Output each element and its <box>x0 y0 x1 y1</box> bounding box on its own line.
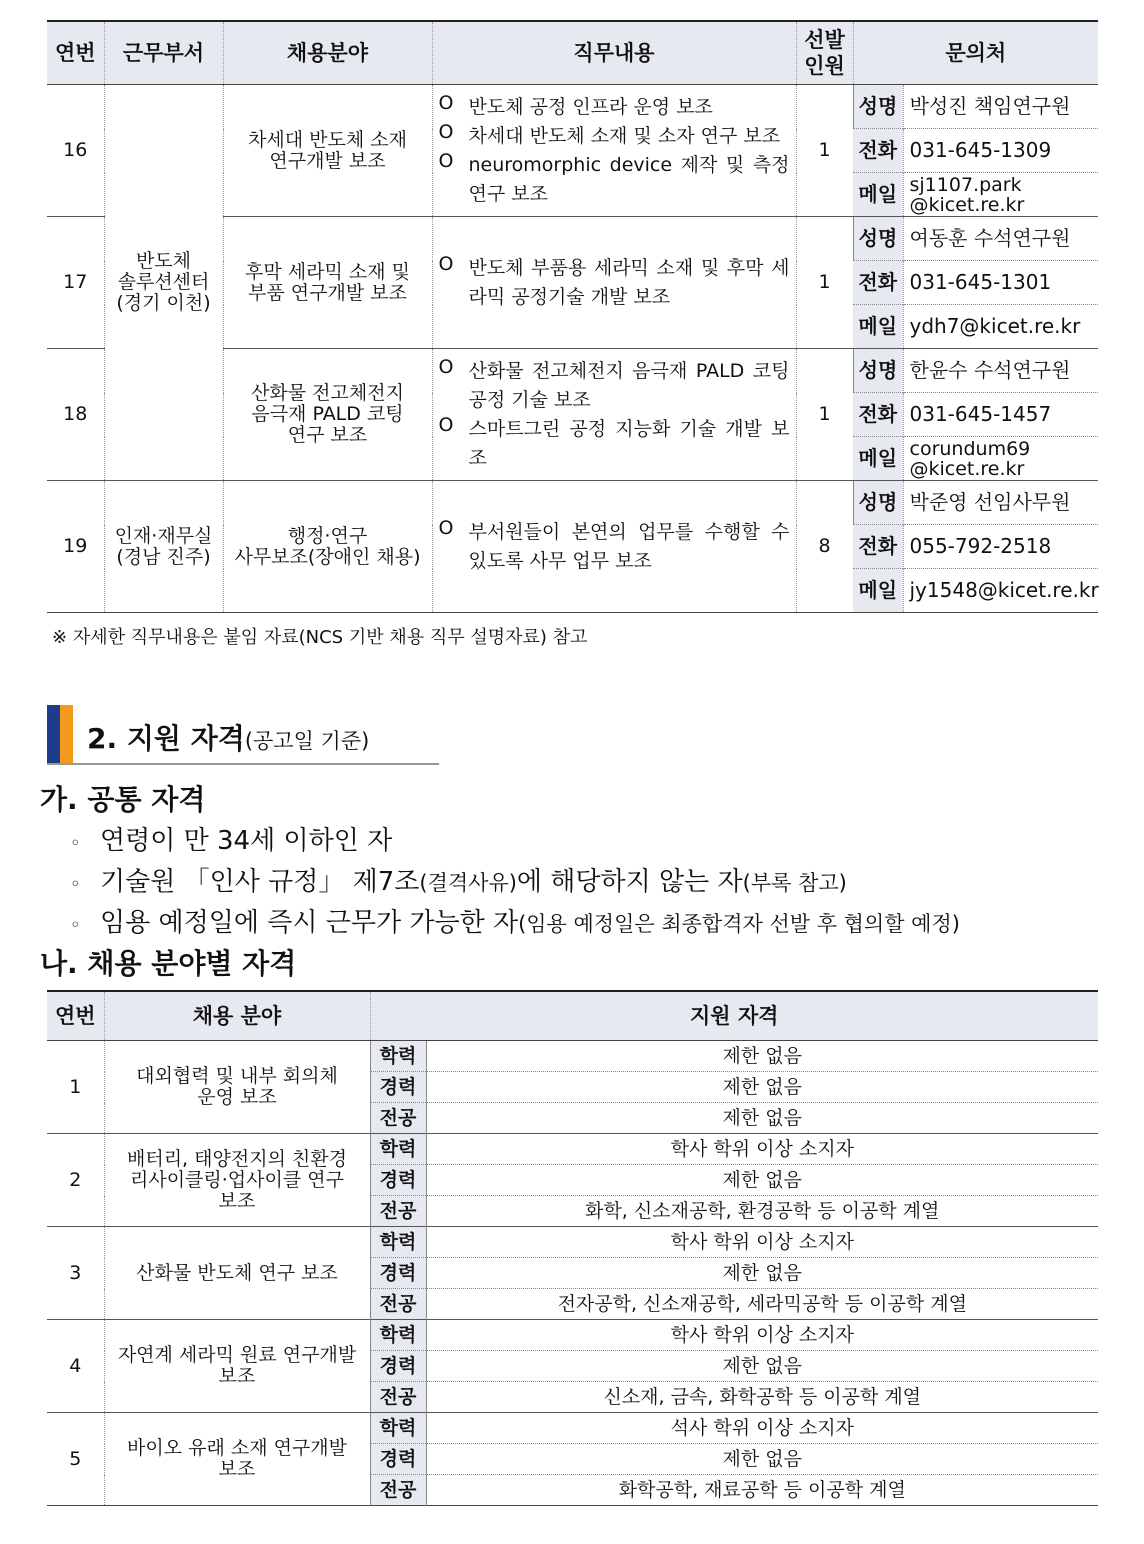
qualification-label: 전공 <box>370 1475 426 1506</box>
qualification-label: 경력 <box>370 1351 426 1382</box>
contact-mail[interactable]: sj1107.park @kicet.re.kr <box>903 173 1098 217</box>
count-cell: 1 <box>796 217 853 349</box>
label-name: 성명 <box>853 481 903 525</box>
qualification-value: 학사 학위 이상 소지자 <box>426 1320 1098 1351</box>
qualification-value: 제한 없음 <box>426 1258 1098 1289</box>
header-contact: 문의처 <box>853 21 1098 85</box>
heading-accent-bar <box>47 705 60 763</box>
duty-cell: O 산화물 전고체전지 음극재 PALD 코팅 공정 기술 보조 O 스마트그린 공정 지능화 기술 개발 보조 <box>432 349 796 481</box>
header-count: 선발 인원 <box>796 21 853 85</box>
row-no: 1 <box>47 1041 104 1134</box>
qualification-table <box>47 990 1098 1506</box>
table-row <box>47 1320 1098 1351</box>
duty-item: 반도체 공정 인프라 운영 보조 <box>468 95 713 118</box>
table-row <box>47 85 1098 129</box>
contact-phone: 031-645-1309 <box>903 129 1098 173</box>
row-no: 19 <box>47 481 104 613</box>
field-cell: 후막 세라믹 소재 및 부품 연구개발 보조 <box>223 217 432 349</box>
qualification-label: 전공 <box>370 1382 426 1413</box>
table-row <box>47 481 1098 525</box>
field-cell: 배터리, 태양전지의 친환경 리사이클링·업사이클 연구 보조 <box>104 1134 370 1227</box>
qualification-value: 전자공학, 신소재공학, 세라믹공학 등 이공학 계열 <box>426 1289 1098 1320</box>
section-title: 2. 지원 자격(공고일 기준) <box>87 722 370 755</box>
table-row <box>47 1227 1098 1258</box>
field-cell: 자연계 세라믹 원료 연구개발 보조 <box>104 1320 370 1413</box>
contact-name: 박준영 선임사무원 <box>903 481 1098 525</box>
qualification-value: 신소재, 금속, 화학공학 등 이공학 계열 <box>426 1382 1098 1413</box>
contact-mail[interactable]: ydh7@kicet.re.kr <box>903 305 1098 349</box>
contact-phone: 055-792-2518 <box>903 525 1098 569</box>
qualification-value: 석사 학위 이상 소지자 <box>426 1413 1098 1444</box>
row-no: 5 <box>47 1413 104 1506</box>
common-qualification-heading: 가. 공통 자격 <box>40 783 206 816</box>
qualification-value: 제한 없음 <box>426 1444 1098 1475</box>
contact-phone: 031-645-1301 <box>903 261 1098 305</box>
duty-cell: O 부서원들이 본연의 업무를 수행할 수 있도록 사무 업무 보조 <box>432 481 796 613</box>
list-item: ◦ 연령이 만 34세 이하인 자 <box>70 826 393 856</box>
field-qualification-heading: 나. 채용 분야별 자격 <box>40 947 297 980</box>
qualification-label: 경력 <box>370 1258 426 1289</box>
section-heading <box>47 705 439 765</box>
count-cell: 8 <box>796 481 853 613</box>
label-mail: 메일 <box>853 569 903 613</box>
qualification-label: 학력 <box>370 1320 426 1351</box>
qualification-label: 전공 <box>370 1289 426 1320</box>
header-qualification: 지원 자격 <box>370 991 1098 1041</box>
count-cell: 1 <box>796 85 853 217</box>
contact-name: 한윤수 수석연구원 <box>903 349 1098 393</box>
label-name: 성명 <box>853 349 903 393</box>
qualification-value: 제한 없음 <box>426 1103 1098 1134</box>
qualification-value: 화학, 신소재공학, 환경공학 등 이공학 계열 <box>426 1196 1098 1227</box>
duty-item: 부서원들이 본연의 업무를 수행할 수 있도록 사무 업무 보조 <box>468 520 790 572</box>
row-no: 4 <box>47 1320 104 1413</box>
field-cell: 산화물 반도체 연구 보조 <box>104 1227 370 1320</box>
label-mail: 메일 <box>853 437 903 481</box>
header-field: 채용 분야 <box>104 991 370 1041</box>
heading-accent-bar <box>60 705 73 763</box>
label-phone: 전화 <box>853 129 903 173</box>
qualification-value: 제한 없음 <box>426 1165 1098 1196</box>
qualification-value: 학사 학위 이상 소지자 <box>426 1227 1098 1258</box>
label-mail: 메일 <box>853 305 903 349</box>
table-row <box>47 1413 1098 1444</box>
row-no: 3 <box>47 1227 104 1320</box>
row-no: 17 <box>47 217 104 349</box>
count-cell: 1 <box>796 349 853 481</box>
field-cell: 산화물 전고체전지 음극재 PALD 코팅 연구 보조 <box>223 349 432 481</box>
label-name: 성명 <box>853 85 903 129</box>
dept-cell: 인재·재무실 (경남 진주) <box>104 481 223 613</box>
header-dept: 근무부서 <box>104 21 223 85</box>
contact-name: 박성진 책임연구원 <box>903 85 1098 129</box>
label-phone: 전화 <box>853 393 903 437</box>
field-cell: 차세대 반도체 소재 연구개발 보조 <box>223 85 432 217</box>
duty-item: 차세대 반도체 소재 및 소자 연구 보조 <box>468 124 781 147</box>
duty-item: 스마트그린 공정 지능화 기술 개발 보조 <box>468 417 790 469</box>
header-duty: 직무내용 <box>432 21 796 85</box>
list-item: ◦ 임용 예정일에 즉시 근무가 가능한 자(임용 예정일은 최종합격자 선발 후 협의할 예정) <box>70 908 960 938</box>
row-no: 16 <box>63 139 88 161</box>
contact-mail[interactable]: corundum69 @kicet.re.kr <box>903 437 1098 481</box>
header-no: 연번 <box>47 991 104 1041</box>
qualification-label: 학력 <box>370 1134 426 1165</box>
table-row <box>47 1134 1098 1165</box>
contact-mail[interactable]: jy1548@kicet.re.kr <box>903 569 1098 613</box>
qualification-value: 학사 학위 이상 소지자 <box>426 1134 1098 1165</box>
qualification-label: 학력 <box>370 1227 426 1258</box>
header-no: 연번 <box>47 21 104 85</box>
qualification-label: 전공 <box>370 1196 426 1227</box>
label-phone: 전화 <box>853 525 903 569</box>
field-cell: 바이오 유래 소재 연구개발 보조 <box>104 1413 370 1506</box>
contact-name: 여동훈 수석연구원 <box>903 217 1098 261</box>
qualification-value: 화학공학, 재료공학 등 이공학 계열 <box>426 1475 1098 1506</box>
label-name: 성명 <box>853 217 903 261</box>
section-title-suffix: (공고일 기준) <box>244 729 370 753</box>
duty-cell: O 반도체 공정 인프라 운영 보조 O 차세대 반도체 소재 및 소자 연구 보조 O neuromorphic device 제작 및 측정 연구 보조 <box>432 85 796 217</box>
qualification-label: 경력 <box>370 1072 426 1103</box>
contact-phone: 031-645-1457 <box>903 393 1098 437</box>
table-header-row <box>47 991 1098 1041</box>
qualification-label: 경력 <box>370 1165 426 1196</box>
header-field: 채용분야 <box>223 21 432 85</box>
table-note: ※ 자세한 직무내용은 붙임 자료(NCS 기반 채용 직무 설명자료) 참고 <box>52 627 588 648</box>
list-item: ◦ 기술원 「인사 규정」 제7조(결격사유)에 해당하지 않는 자(부록 참고) <box>70 867 847 897</box>
label-mail: 메일 <box>853 173 903 217</box>
bullet-icon: ◦ <box>70 874 81 895</box>
qualification-label: 학력 <box>370 1041 426 1072</box>
table-row <box>47 1041 1098 1072</box>
row-no: 2 <box>47 1134 104 1227</box>
duty-item: 산화물 전고체전지 음극재 PALD 코팅 공정 기술 보조 <box>468 359 790 411</box>
qualification-value: 제한 없음 <box>426 1351 1098 1382</box>
duty-item: 반도체 부품용 세라믹 소재 및 후막 세라믹 공정기술 개발 보조 <box>468 256 790 308</box>
bullet-icon: ◦ <box>70 833 81 854</box>
qualification-value: 제한 없음 <box>426 1072 1098 1103</box>
table-header-row <box>47 21 1098 85</box>
job-contact-table <box>47 20 1098 613</box>
duty-item: neuromorphic device 제작 및 측정 연구 보조 <box>468 153 790 205</box>
qualification-label: 학력 <box>370 1413 426 1444</box>
bullet-icon: ◦ <box>70 915 81 936</box>
row-no: 18 <box>47 349 104 481</box>
qualification-label: 전공 <box>370 1103 426 1134</box>
duty-cell: O 반도체 부품용 세라믹 소재 및 후막 세라믹 공정기술 개발 보조 <box>432 217 796 349</box>
label-phone: 전화 <box>853 261 903 305</box>
dept-cell: 반도체 솔루션센터 (경기 이천) <box>104 85 223 481</box>
field-cell: 행정·연구 사무보조(장애인 채용) <box>223 481 432 613</box>
qualification-label: 경력 <box>370 1444 426 1475</box>
field-cell: 대외협력 및 내부 회의체 운영 보조 <box>104 1041 370 1134</box>
qualification-value: 제한 없음 <box>426 1041 1098 1072</box>
